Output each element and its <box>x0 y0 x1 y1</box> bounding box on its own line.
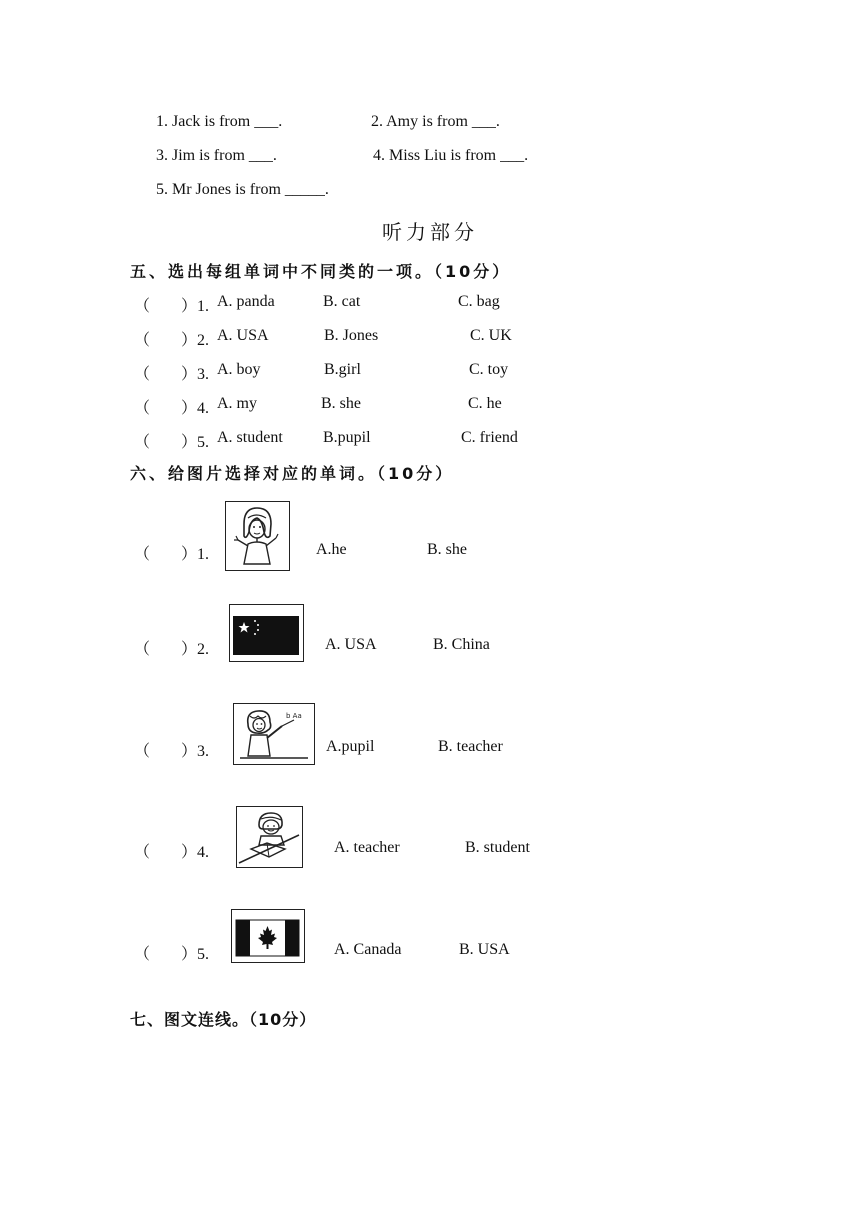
option-a: A. USA <box>217 327 269 344</box>
option-a: A.pupil <box>326 738 375 755</box>
option-b: B. China <box>433 636 490 653</box>
option-c: C. bag <box>458 293 500 310</box>
answer-paren: （ <box>134 400 151 417</box>
question-number: ）2. <box>181 332 210 349</box>
answer-paren: （ <box>134 844 151 861</box>
china-flag-icon <box>229 604 304 662</box>
option-a: A. panda <box>217 293 275 310</box>
fill-in-3: 3. Jim is from ___. <box>156 147 277 164</box>
answer-paren: （ <box>134 298 151 315</box>
canada-flag-icon <box>231 909 305 963</box>
option-b: B. she <box>321 395 361 412</box>
girl-icon <box>225 501 290 571</box>
option-a: A. USA <box>325 636 377 653</box>
section6-heading: 六、给图片选择对应的单词。（10分） <box>130 464 455 483</box>
question-number: ）3. <box>181 743 210 760</box>
section7-heading: 七、图文连线。（10分） <box>130 1010 317 1029</box>
svg-text:b Aa: b Aa <box>286 712 302 720</box>
fill-in-2: 2. Amy is from ___. <box>371 113 500 130</box>
question-number: ）5. <box>181 434 210 451</box>
option-b: B.girl <box>324 361 361 378</box>
option-a: A. teacher <box>334 839 400 856</box>
section5-heading: 五、选出每组单词中不同类的一项。（10分） <box>130 262 512 281</box>
option-b: B. she <box>427 541 467 558</box>
answer-paren: （ <box>134 946 151 963</box>
option-c: C. UK <box>470 327 512 344</box>
question-number: ）4. <box>181 400 210 417</box>
option-a: A. student <box>217 429 283 446</box>
teacher-icon <box>233 703 315 765</box>
question-number: ）2. <box>181 641 210 658</box>
option-a: A. my <box>217 395 257 412</box>
answer-paren: （ <box>134 743 151 760</box>
answer-paren: （ <box>134 434 151 451</box>
question-number: ）1. <box>181 298 210 315</box>
fill-in-4: 4. Miss Liu is from ___. <box>373 147 529 164</box>
option-b: B. teacher <box>438 738 503 755</box>
option-a: A. boy <box>217 361 261 378</box>
question-number: ）1. <box>181 546 210 563</box>
answer-paren: （ <box>134 332 151 349</box>
fill-in-5: 5. Mr Jones is from _____. <box>156 181 329 198</box>
option-c: C. friend <box>461 429 518 446</box>
student-icon <box>236 806 303 868</box>
option-b: B. cat <box>323 293 361 310</box>
option-b: B. student <box>465 839 530 856</box>
option-a: A. Canada <box>334 941 402 958</box>
option-c: C. toy <box>469 361 509 378</box>
option-b: B. Jones <box>324 327 379 344</box>
option-b: B.pupil <box>323 429 371 446</box>
option-b: B. USA <box>459 941 510 958</box>
answer-paren: （ <box>134 546 151 563</box>
option-a: A.he <box>316 541 347 558</box>
answer-paren: （ <box>134 366 151 383</box>
question-number: ）4. <box>181 844 210 861</box>
listening-title: 听力部分 <box>382 220 478 244</box>
fill-in-1: 1. Jack is from ___. <box>156 113 283 130</box>
question-number: ）3. <box>181 366 210 383</box>
answer-paren: （ <box>134 641 151 658</box>
option-c: C. he <box>468 395 502 412</box>
question-number: ）5. <box>181 946 210 963</box>
